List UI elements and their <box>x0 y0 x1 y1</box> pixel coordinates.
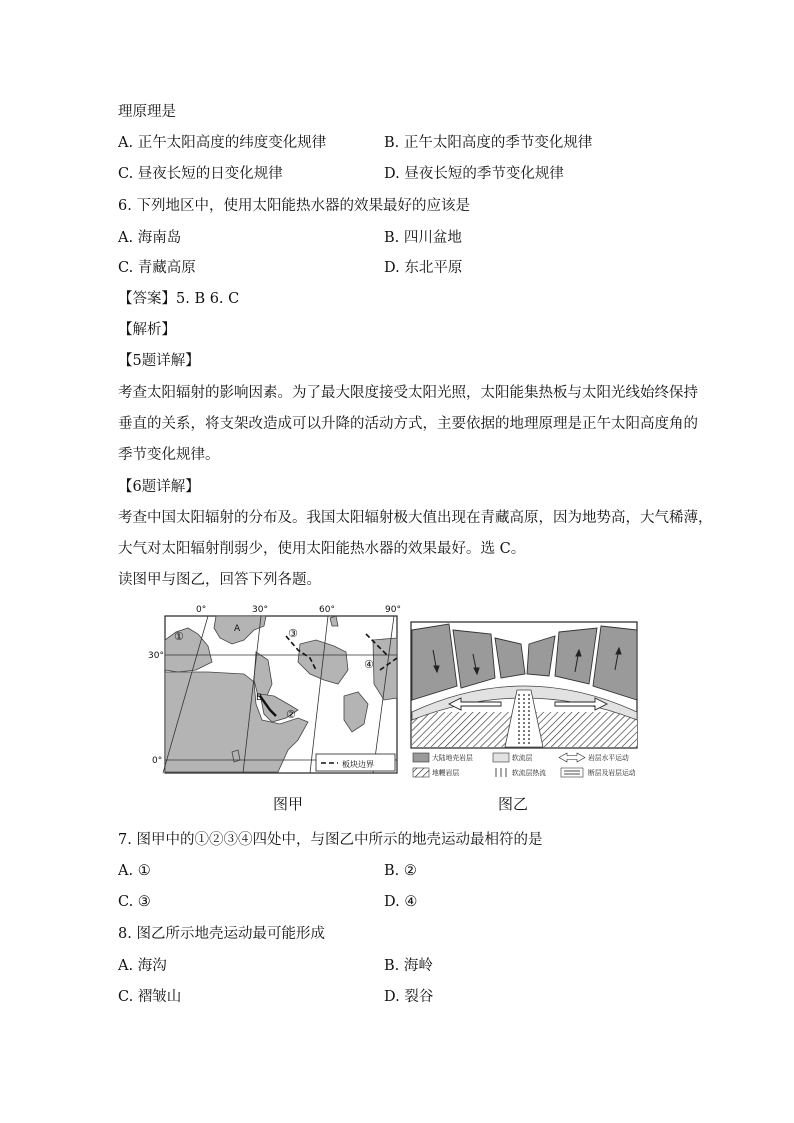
q8-option-a[interactable]: A. 海沟 <box>118 958 167 974</box>
cross-section-figure-yi <box>409 620 641 785</box>
marker-4: ④ <box>364 658 374 671</box>
q8-stem: 8. 图乙所示地壳运动最可能形成 <box>118 926 325 942</box>
q7-option-a[interactable]: A. ① <box>118 863 151 879</box>
legend-horizontal-motion: 岩层水平运动 <box>588 754 629 762</box>
marker-1: ① <box>174 630 184 643</box>
map-label-b: B <box>256 693 263 703</box>
q5-option-c[interactable]: C. 昼夜长短的日变化规律 <box>118 166 283 182</box>
lon-label-0: 0° <box>196 605 207 615</box>
q5-detail-heading: 【5题详解】 <box>118 353 200 369</box>
q7-stem: 7. 图甲中的①②③④四处中，与图乙中所示的地壳运动最相符的是 <box>118 832 543 848</box>
q6-detail-p2: 大气对太阳辐射削弱少，使用太阳能热水器的效果最好。选 C。 <box>118 541 526 557</box>
q8-option-b[interactable]: B. 海岭 <box>384 958 433 974</box>
stem-tail: 理原理是 <box>118 104 176 120</box>
q5-detail-p1: 考查太阳辐射的影响因素。为了最大限度接受太阳光照，太阳能集热板与太阳光线始终保持 <box>118 385 698 401</box>
lat-label-30: 30° <box>148 651 164 661</box>
figure-yi-caption: 图乙 <box>498 795 529 813</box>
q7-option-c[interactable]: C. ③ <box>118 894 151 910</box>
q7-option-d[interactable]: D. ④ <box>384 894 418 910</box>
legend-fault: 断层及岩层运动 <box>588 769 636 777</box>
q6-option-d[interactable]: D. 东北平原 <box>384 260 463 276</box>
legend-mantle: 地幔岩层 <box>432 769 460 777</box>
lon-label-60: 60° <box>319 605 335 615</box>
q6-option-b[interactable]: B. 四川盆地 <box>384 230 462 246</box>
marker-3: ③ <box>288 627 298 640</box>
q6-stem: 6. 下列地区中，使用太阳能热水器的效果最好的应该是 <box>118 198 470 214</box>
q5-option-a[interactable]: A. 正午太阳高度的纬度变化规律 <box>118 135 327 151</box>
q6-option-a[interactable]: A. 海南岛 <box>118 230 182 246</box>
legend-heat-flow: 软流层热流 <box>512 769 546 777</box>
legend-soft-layer: 软流层 <box>512 754 533 762</box>
q6-detail-heading: 【6题详解】 <box>118 479 200 495</box>
lon-label-90: 90° <box>385 605 401 615</box>
q5-detail-p2: 垂直的关系，将支架改造成可以升降的活动方式，主要依据的地理原理是正午太阳高度角的 <box>118 416 698 432</box>
q6-option-c[interactable]: C. 青藏高原 <box>118 260 196 276</box>
figure-jia-caption: 图甲 <box>273 795 304 813</box>
marker-2: ② <box>286 708 296 721</box>
lon-label-30: 30° <box>252 605 268 615</box>
map-label-a: A <box>234 624 241 634</box>
q6-detail-p1: 考查中国太阳辐射的分布及。我国太阳辐射极大值出现在青藏高原，因为地势高，大气稀薄， <box>118 510 713 526</box>
analysis-heading: 【解析】 <box>118 322 176 338</box>
q8-option-c[interactable]: C. 褶皱山 <box>118 989 182 1005</box>
q5-detail-p3: 季节变化规律。 <box>118 447 220 463</box>
lat-label-0: 0° <box>152 756 163 766</box>
answer-line: 【答案】5. B 6. C <box>118 291 240 307</box>
figure-intro: 读图甲与图乙，回答下列各题。 <box>118 572 321 588</box>
q5-option-b[interactable]: B. 正午太阳高度的季节变化规律 <box>384 135 593 151</box>
legend-crust: 大陆地壳岩层 <box>432 754 473 762</box>
q7-option-b[interactable]: B. ② <box>384 863 417 879</box>
map-figure-jia <box>148 600 403 780</box>
q8-option-d[interactable]: D. 裂谷 <box>384 989 434 1005</box>
q5-option-d[interactable]: D. 昼夜长短的季节变化规律 <box>384 166 564 182</box>
map-legend-label: 板块边界 <box>342 760 374 769</box>
